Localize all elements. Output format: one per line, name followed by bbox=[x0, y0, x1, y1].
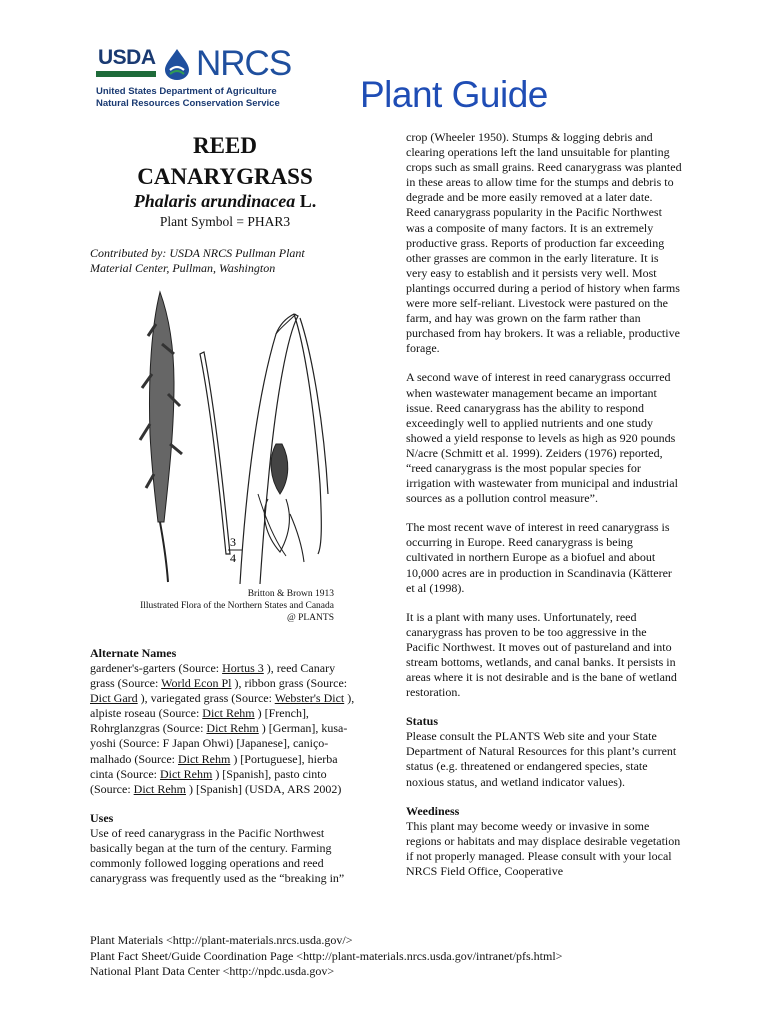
uses-paragraph-5: It is a plant with many uses. Unfortunately, reed canarygrass has proven to be too aggressive in the Pacific Northwest. It moves out of pastureland and into stream bottoms, wetlands, and canal banks. It persists in areas where it is not desirable and is the bane of wetland restoration. bbox=[406, 609, 677, 700]
alternate-names-segment: ) [Spanish], pasto cinto (Source: bbox=[90, 766, 327, 796]
grass-line-drawing bbox=[90, 284, 360, 584]
alternate-names-segment: ), reed Canary grass (Source: bbox=[90, 661, 336, 691]
common-name-line-2: CANARYGRASS bbox=[137, 164, 313, 189]
source-reference-link[interactable]: Hortus 3 bbox=[222, 661, 264, 675]
plant-illustration bbox=[90, 284, 360, 584]
right-column bbox=[406, 130, 682, 879]
alternate-names-segment: ) [Portuguese], hierba cinta (Source: bbox=[90, 751, 338, 781]
uses-paragraph-2: Reed canarygrass popularity in the Pacific Northwest was a composite of many factors. It is an extremely productive grass. Reports of production far exceeding other grasses are common in the early literature. It is very easy to establish and it persists very well. Most plantings occurred during a period of history when farms were more self-reliant. Livestock were pastured on the farm, and hay was grown on the farm rather than purchased from hay brokers. It was a reliable, productive forage. bbox=[406, 205, 680, 356]
left-column bbox=[90, 130, 360, 886]
footer-coordination-page-link[interactable]: Plant Fact Sheet/Guide Coordination Page <http://plant-materials.nrcs.usda.gov/intranet/pfs.html> bbox=[90, 948, 563, 963]
document-type-title: Plant Guide bbox=[360, 74, 548, 115]
logo-usda-text: USDA bbox=[98, 46, 156, 69]
uses-paragraph-1-continued: crop (Wheeler 1950). Stumps & logging debris and clearing operations left the land unsuitable for planting crops such as small grains. Reed canarygrass was planted in these areas to allow time for the stumps and debris to degrade and be more easily removed at a later date. bbox=[406, 130, 682, 205]
logo-nrcs-text: NRCS bbox=[196, 44, 292, 83]
credit-line-1: Britton & Brown 1913 bbox=[247, 589, 334, 599]
scale-label-bottom: 4 bbox=[230, 551, 236, 565]
alternate-names-segment: ), alpiste roseau (Source: bbox=[90, 691, 355, 721]
alternate-names-segment: ) [French], Rohrglanzgras (Source: bbox=[90, 706, 309, 736]
weediness-heading: Weediness bbox=[406, 803, 460, 818]
alternate-names-text bbox=[90, 661, 360, 797]
source-reference-link[interactable]: Dict Rehm bbox=[202, 706, 255, 721]
scientific-name-binomial: Phalaris arundinacea bbox=[133, 191, 296, 211]
plant-symbol: Plant Symbol = PHAR3 bbox=[159, 214, 291, 229]
uses-heading: Uses bbox=[90, 810, 114, 825]
contributor-line-2: Material Center, Pullman, Washington bbox=[90, 261, 276, 275]
uses-paragraph-3: A second wave of interest in reed canarygrass occurred when wastewater management became an important issue. Reed canarygrass has the ability to respond exceedingly well to applied nutrients and one study showed a yield response to levels as high as 920 pounds N/acre (Schmitt et al. 1999). Zeiders (1976) reported, “reed canarygrass is the most popular species for irrigation with wastewater from municipal and industrial sources as a pollution control measure”. bbox=[406, 370, 678, 506]
logo-green-bar bbox=[96, 71, 156, 77]
source-reference-link[interactable]: Dict Gard bbox=[90, 691, 138, 706]
credit-line-3: @ PLANTS bbox=[286, 613, 334, 623]
source-reference-link[interactable]: Dict Rehm bbox=[159, 766, 213, 781]
status-text: Please consult the PLANTS Web site and your State Department of Natural Resources for this plant’s current status (e.g. threatened or endangered species, state noxious status, and wetland indicator values). bbox=[406, 729, 677, 789]
illustration-credit bbox=[90, 588, 360, 624]
alternate-names-segment: ), variegated grass (Source: bbox=[137, 691, 275, 706]
water-drop-icon bbox=[162, 48, 192, 80]
scale-label-top: 3 bbox=[230, 535, 236, 549]
footer-npdc-link[interactable]: National Plant Data Center <http://npdc.usda.gov> bbox=[90, 964, 335, 978]
source-reference-link[interactable]: Dict Rehm bbox=[133, 781, 186, 796]
common-name-line-1: REED bbox=[193, 133, 257, 158]
alternate-names-segment: gardener's-garters (Source: bbox=[90, 661, 223, 675]
scientific-name-author: L. bbox=[299, 191, 317, 211]
scientific-name bbox=[90, 191, 360, 212]
weediness-text: This plant may become weedy or invasive in some regions or habitats and may displace desirable vegetation if not properly managed. Please consult with your local NRCS Field Office, Cooperative bbox=[406, 818, 681, 878]
source-reference-link[interactable]: Dict Rehm bbox=[177, 751, 231, 766]
footer-plant-materials-link[interactable]: Plant Materials <http://plant-materials.nrcs.usda.gov/> bbox=[90, 933, 353, 947]
alternate-names-segment: ), ribbon grass (Source: bbox=[231, 676, 348, 691]
source-reference-link[interactable]: Webster's Dict bbox=[274, 691, 345, 706]
alternate-names-segment: ) [Spanish] (USDA, ARS 2002) bbox=[185, 781, 342, 796]
common-name-title bbox=[90, 130, 360, 192]
logo-agency-line-1: United States Department of Agriculture bbox=[96, 86, 277, 97]
status-heading: Status bbox=[406, 714, 439, 729]
alternate-names-heading: Alternate Names bbox=[90, 646, 177, 660]
alternate-names-segment: ) [German], kusa-yoshi (Source: F Japan Ohwi) [Japanese], caniço-malhado (Source: bbox=[90, 721, 348, 766]
usda-nrcs-logo bbox=[96, 44, 292, 112]
source-reference-link[interactable]: Dict Rehm bbox=[206, 721, 259, 736]
uses-paragraph-1: Use of reed canarygrass in the Pacific Northwest basically began at the turn of the century. Farming commonly followed logging operations and reed canarygrass was frequently used as the “breaking in” bbox=[90, 825, 345, 886]
contributor-credit bbox=[90, 246, 360, 276]
logo-agency-line-2: Natural Resources Conservation Service bbox=[96, 98, 280, 109]
uses-paragraph-4: The most recent wave of interest in reed canarygrass is occurring in Europe. Reed canarygrass is being cultivated in northern Europe as a biofuel and about 10,000 acres are in production in Scandinavia (Kätterer et al (1998). bbox=[406, 520, 672, 595]
page-footer bbox=[90, 933, 562, 980]
contributor-line-1: Contributed by: USDA NRCS Pullman Plant bbox=[90, 246, 305, 260]
source-reference-link[interactable]: World Econ Pl bbox=[161, 676, 232, 691]
credit-line-2: Illustrated Flora of the Northern States and Canada bbox=[140, 601, 334, 611]
